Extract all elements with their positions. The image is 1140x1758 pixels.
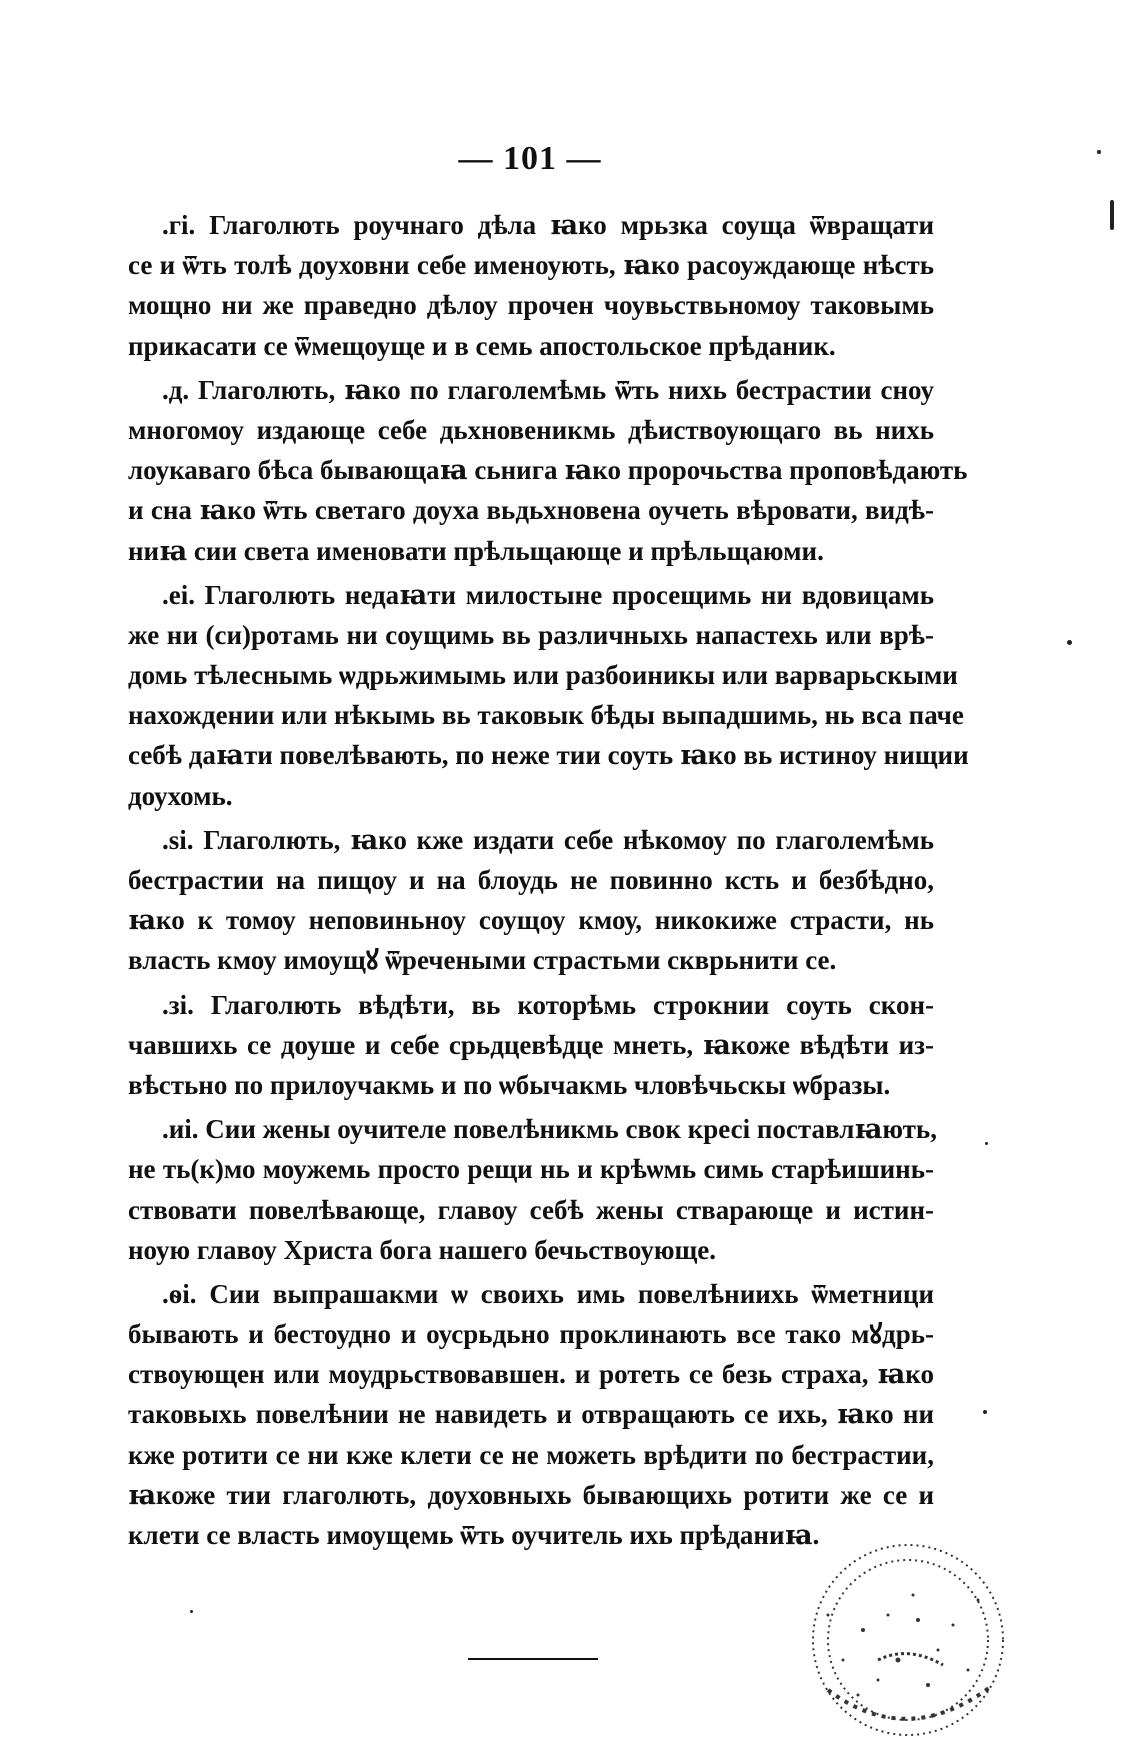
text-line: ниꙗ сии света именовати прѣльщающе и прѣльщаюми.	[128, 535, 824, 566]
text-line: же ни (си)ротамь ни соущимь вь различныхь напастехь или врѣ-	[128, 619, 934, 650]
text-line: кже ротити се ни кже клети се не можеть врѣдити по бестрастии,	[128, 1439, 934, 1470]
text-line: многомоу издающе себе дьхновеникмь дѣиствоующаго вь нихь	[128, 414, 934, 445]
text-line: .иі. Сии жены оучителе повелѣникмь свок кресі поставлꙗють,	[162, 1114, 937, 1145]
paragraph-15	[128, 575, 969, 816]
scan-speck	[1110, 200, 1114, 230]
text-line: власть кмоу имоущꙋ ѿречеными страстьми скврьнити се.	[128, 945, 837, 976]
text-line: нахождении или нѣкымь вь таковык бѣды выпадшимь, нь вса паче	[128, 700, 964, 731]
text-line: вѣстьно по прилоучакмь и по ѡбычакмь чловѣчьскы ѡбразы.	[128, 1069, 891, 1100]
text-line: ноую главоу Христа бога нашего бечьствоующе.	[128, 1234, 717, 1265]
scan-speck	[983, 1410, 987, 1414]
text-line: ствоующен или моудрьствовавшен. и ротеть се безь страха, ꙗко	[128, 1359, 934, 1390]
page-number: — 101 —	[458, 140, 602, 177]
text-line: прикасати се ѿмещоуще и в семь апостольское прѣданик.	[128, 330, 836, 361]
text-line: .ѳі. Сии выпрашакми ѡ своихь имь повелѣниихь ѿметници	[162, 1278, 934, 1309]
text-line: не ть(к)мо моужемь просто рещи нь и крѣѡмь симь старѣишинь-	[128, 1154, 934, 1185]
text-line: ꙗко к томоу неповиньноу соущоу кмоу, никокиже страсти, нь	[128, 905, 934, 936]
text-line: .гі. Глаголють роучнаго дѣла ꙗко мрьзка соуща ѿвращати	[162, 210, 934, 240]
paragraph-13	[128, 205, 934, 366]
text-line: .зі. Глаголють вѣдѣти, вь которѣмь строкнии соуть скон-	[162, 989, 934, 1020]
text-line: се и ѿть толѣ доуховни себе именоують, ꙗко расоуждающе нѣсть	[128, 250, 934, 281]
paragraph-18	[128, 1109, 937, 1270]
text-line: таковыхь повелѣнии не навидеть и отвращають се ихь, ꙗко ни	[128, 1399, 934, 1430]
text-line: лоукаваго бѣса бывающаꙗ сьнига ꙗко пророчьства проповѣдають	[128, 455, 968, 486]
text-line: клети се власть имоущемь ѿть оучитель ихь прѣданиꙗ.	[128, 1520, 820, 1550]
text-line: и сна ꙗко ѿть светаго доуха вьдьхновена оучеть вѣровати, видѣ-	[128, 495, 934, 526]
text-body	[128, 205, 969, 1555]
text-line: бывають и бестоудно и оусрьдьно проклинають все тако мꙋдрь-	[128, 1319, 934, 1350]
end-rule	[468, 1658, 598, 1660]
paragraph-14	[128, 370, 968, 571]
scan-speck	[985, 1142, 988, 1145]
paragraph-16	[128, 820, 934, 981]
text-line: доухомь.	[128, 780, 233, 811]
text-line: ꙗкоже тии глаголють, доуховныхь бывающихь ротити же се и	[128, 1479, 934, 1510]
paragraph-17	[128, 985, 934, 1106]
scan-speck	[1097, 150, 1101, 154]
scan-speck	[1067, 640, 1072, 645]
text-line: себѣ даꙗти повелѣвають, по неже тии соуть ꙗко вь истиноу нищии	[128, 740, 969, 771]
text-line: .ѕі. Глаголють, ꙗко кже издати себе нѣкомоу по глаголемѣмь	[162, 824, 934, 855]
text-line: .еі. Глаголють недаꙗти милостыне просещимь ни вдовицамь	[162, 579, 934, 610]
scan-speck	[190, 1610, 193, 1613]
text-line: ствовати повелѣвающе, главоу себѣ жены стварающе и истин-	[128, 1194, 934, 1225]
text-line: .д. Глаголють, ꙗко по глаголемѣмь ѿть нихь бестрастии сноу	[162, 374, 934, 405]
text-line: мощно ни же праведно дѣлоу прочен чоувьствьномоу таковымь	[128, 290, 934, 321]
text-line: бестрастии на пищоу и на блоудь не повинно ксть и безбѣдно,	[128, 865, 934, 895]
library-stamp-icon	[768, 1520, 1028, 1750]
text-line: чавшихь се доуше и себе срьдцевѣдце мнеть, ꙗкоже вѣдѣти из-	[128, 1029, 934, 1060]
paragraph-19	[128, 1274, 934, 1555]
text-line: домь тѣлеснымь ѡдрьжимымь или разбоиникы или варварьскыми	[128, 660, 958, 691]
